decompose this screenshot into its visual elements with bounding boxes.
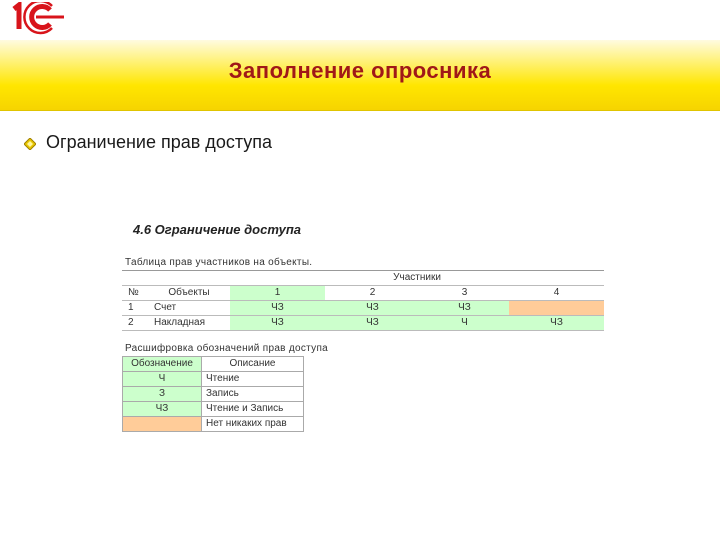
bullet-text: Ограничение прав доступа: [46, 132, 273, 152]
rights-cell: ЧЗ: [325, 301, 420, 316]
object-name: Накладная: [148, 316, 230, 331]
col-header: Описание: [202, 357, 304, 372]
table1-column-row: [122, 286, 604, 301]
table-row: [123, 387, 304, 402]
diamond-bullet-icon: [24, 138, 36, 150]
table2-caption: Расшифровка обозначений прав доступа: [125, 343, 329, 354]
legend-description: Чтение и Запись: [202, 402, 304, 417]
table1-caption: Таблица прав участников на объекты.: [125, 257, 313, 268]
col-header: №: [122, 286, 148, 301]
table-row: [122, 316, 604, 331]
rights-cell: ЧЗ: [230, 301, 325, 316]
legend-code: ЧЗ: [123, 402, 202, 417]
participants-header: Участники: [230, 271, 604, 286]
legend-description: Нет никаких прав: [202, 417, 304, 432]
col-header: 1: [230, 286, 325, 301]
object-name: Счет: [148, 301, 230, 316]
rights-cell: Ч: [420, 316, 509, 331]
col-header: 4: [509, 286, 604, 301]
legend-header-row: [123, 357, 304, 372]
legend-code: Ч: [123, 372, 202, 387]
legend-description: Запись: [202, 387, 304, 402]
rights-table: [122, 270, 604, 331]
1c-logo: [6, 2, 66, 36]
legend-table: [122, 356, 304, 432]
row-number: 1: [122, 301, 148, 316]
table-row: [122, 301, 604, 316]
rights-cell: ЧЗ: [509, 316, 604, 331]
table-row: [123, 402, 304, 417]
col-header: Объекты: [148, 286, 230, 301]
col-header: Обозначение: [123, 357, 202, 372]
table1-group-row: [122, 271, 604, 286]
slide-title: Заполнение опросника: [228, 58, 492, 83]
rights-cell: ЧЗ: [420, 301, 509, 316]
legend-code: З: [123, 387, 202, 402]
rights-cell: ЧЗ: [230, 316, 325, 331]
col-header: 3: [420, 286, 509, 301]
row-number: 2: [122, 316, 148, 331]
section-heading: 4.6 Ограничение доступа: [133, 222, 301, 237]
legend-code: [123, 417, 202, 432]
legend-description: Чтение: [202, 372, 304, 387]
rights-cell: ЧЗ: [325, 316, 420, 331]
rights-cell: [509, 301, 604, 316]
table-row: [123, 372, 304, 387]
table-row: [123, 417, 304, 432]
col-header: 2: [325, 286, 420, 301]
